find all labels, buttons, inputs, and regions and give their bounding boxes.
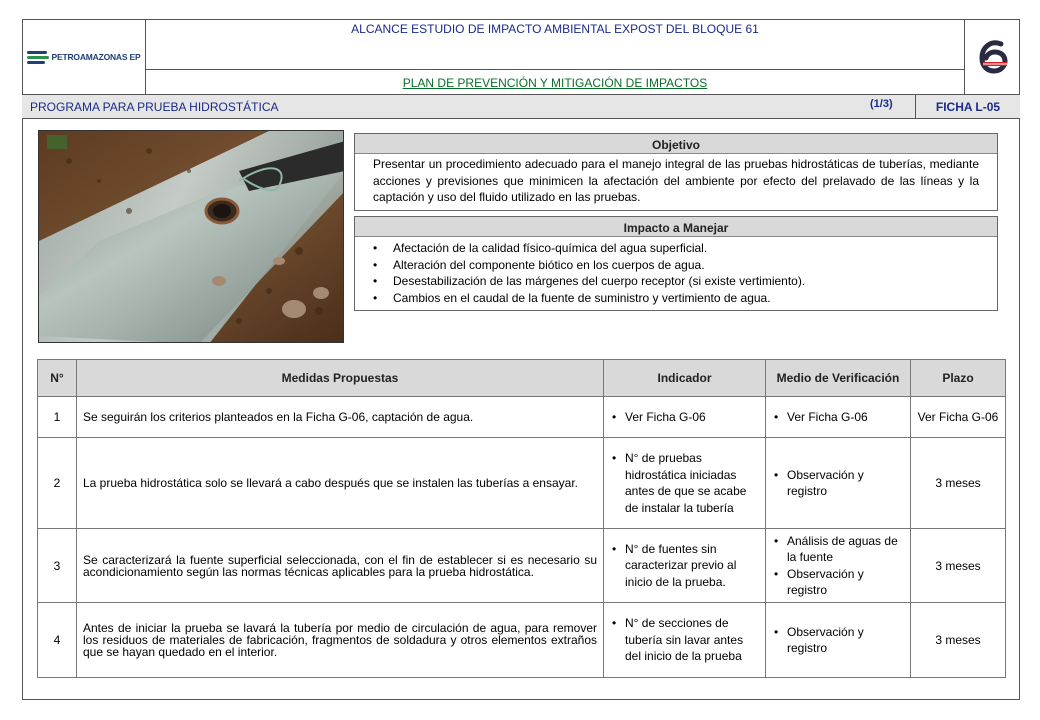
petroamazonas-logo-icon [27,50,49,64]
verification-item: • Observación y registro [772,624,904,657]
verification-item: • Análisis de aguas de la fuente [772,533,904,566]
table-row [38,438,1006,529]
program-title: PROGRAMA PARA PRUEBA HIDROSTÁTICA [30,100,279,114]
study-title: ALCANCE ESTUDIO DE IMPACTO AMBIENTAL EXPOST DEL BLOQUE 61 [146,19,964,70]
indicator-item: • N° de pruebas hidrostática iniciadas antes de que se acabe de instalar la tubería [610,450,759,516]
row-deadline: Ver Ficha G-06 [911,397,1006,438]
row-deadline: 3 meses [911,529,1006,603]
indicator-item: • N° de fuentes sin caracterizar previo al inicio de la prueba. [610,541,759,591]
row-measure: La prueba hidrostática solo se llevará a cabo después que se instalen las tuberías a ensayar. [77,438,604,529]
impact-item: • Alteración del componente biótico en los cuerpos de agua. [373,257,979,274]
impact-item: • Afectación de la calidad físico-química del agua superficial. [373,240,979,257]
plan-title: PLAN DE PREVENCIÓN Y MITIGACIÓN DE IMPACTOS [146,70,964,95]
col-header-plazo: Plazo [911,360,1006,397]
impact-box [354,216,998,311]
ficha-code: FICHA L-05 [915,95,1020,118]
indicator-item: • Ver Ficha G-06 [610,409,759,426]
table-row [38,603,1006,678]
table-row [38,397,1006,438]
row-measure: Antes de iniciar la prueba se lavará la tubería por medio de circulación de agua, para remover los residuos de materiales de fabricación, fragmentos de soldadura y otros elementos extraños que se hayan quedado en el interior. [77,603,604,678]
block-logo-icon [964,19,1020,95]
page-indicator: (1/3) [870,98,893,110]
company-logo [22,19,146,95]
verification-item: • Observación y registro [772,467,904,500]
company-logo-text: PETROAMAZONAS EP [51,51,141,62]
objective-heading: Objetivo [355,134,997,154]
row-number: 1 [38,397,77,438]
verification-item: • Ver Ficha G-06 [772,409,904,426]
col-header-medidas: Medidas Propuestas [77,360,604,397]
impact-list [373,240,979,306]
impact-item: • Desestabilización de las márgenes del cuerpo receptor (si existe vertimiento). [373,273,979,290]
col-header-indicador: Indicador [604,360,766,397]
program-bar [22,95,1020,119]
row-measure: Se caracterizará la fuente superficial seleccionada, con el fin de establecer si es necesario su acondicionamiento según las normas técnicas aplicables para la prueba hidrostática. [77,529,604,603]
row-deadline: 3 meses [911,438,1006,529]
row-number: 2 [38,438,77,529]
table-row [38,529,1006,603]
row-deadline: 3 meses [911,603,1006,678]
impact-heading: Impacto a Manejar [355,217,997,237]
table-header-row [38,360,1006,397]
indicator-item: • N° de secciones de tubería sin lavar antes del inicio de la prueba [610,615,759,665]
objective-text: Presentar un procedimiento adecuado para el manejo integral de las pruebas hidrostáticas de tuberías, mediante acciones y previsiones que minimicen la afectación del ambiente por efecto del prelavado de las líneas y la captación y uso del fluido utilizado en las pruebas. [373,157,979,204]
impact-item: • Cambios en el caudal de la fuente de suministro y vertimiento de agua. [373,290,979,307]
col-header-num: N° [38,360,77,397]
verification-item: • Observación y registro [772,566,904,599]
measures-table [37,359,1006,678]
row-number: 3 [38,529,77,603]
objective-box [354,133,998,211]
row-measure: Se seguirán los criterios planteados en la Ficha G-06, captación de agua. [77,397,604,438]
row-number: 4 [38,603,77,678]
pipeline-photo [38,130,344,343]
col-header-medio: Medio de Verificación [766,360,911,397]
